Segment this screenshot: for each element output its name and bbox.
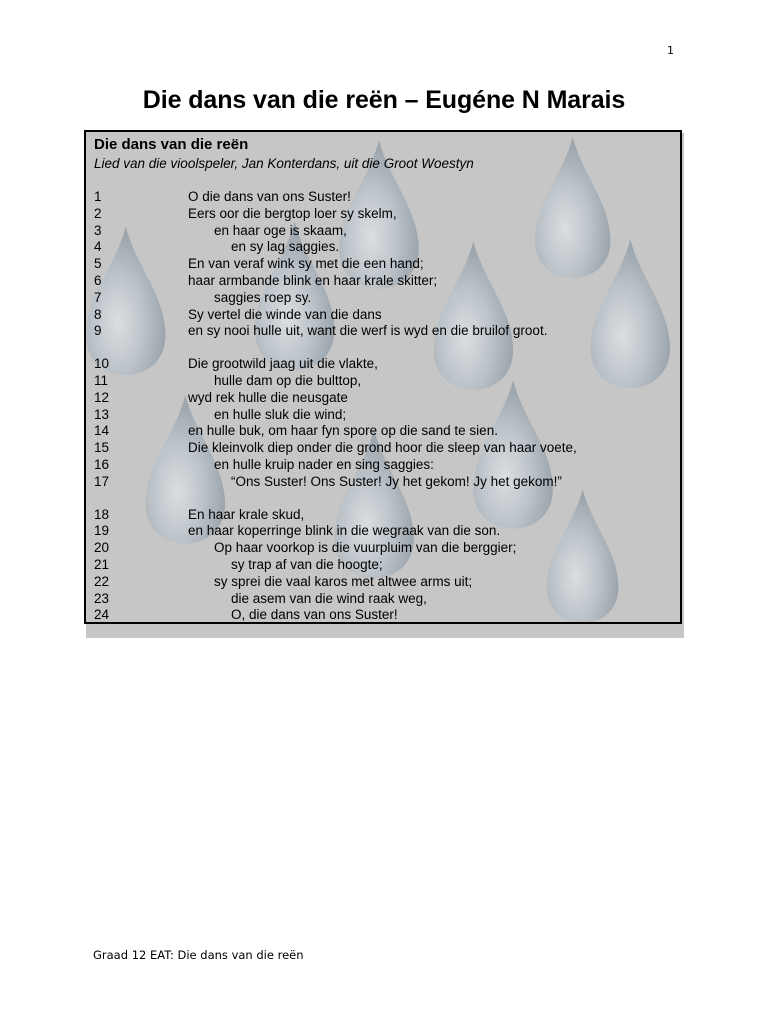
poem-line <box>94 457 674 474</box>
poem-line <box>94 607 674 624</box>
poem-line <box>94 574 674 591</box>
line-number: 20 <box>94 540 110 556</box>
line-number: 12 <box>94 389 110 405</box>
line-text: Sy vertel die winde van die dans <box>188 306 382 322</box>
line-number: 8 <box>94 306 102 322</box>
line-number: 24 <box>94 607 110 623</box>
line-number: 16 <box>94 456 110 472</box>
line-text: saggies roep sy. <box>214 289 312 305</box>
line-text: die asem van die wind raak weg, <box>231 590 427 606</box>
line-text: hulle dam op die bulttop, <box>214 372 362 388</box>
line-text: wyd rek hulle die neusgate <box>188 389 348 405</box>
line-text: haar armbande blink en haar krale skitter; <box>188 272 438 288</box>
line-text: En van veraf wink sy met die een hand; <box>188 256 424 272</box>
line-number: 17 <box>94 473 110 489</box>
line-number: 11 <box>94 372 109 388</box>
page-number: 1 <box>667 44 674 57</box>
line-text: O, die dans van ons Suster! <box>231 607 398 623</box>
line-text: “Ons Suster! Ons Suster! Jy het gekom! Jy het gekom!” <box>231 473 562 489</box>
line-number: 15 <box>94 440 110 456</box>
line-text: sy trap af van die hoogte; <box>231 556 383 572</box>
line-text: Op haar voorkop is die vuurpluim van die berggier; <box>214 540 517 556</box>
line-text: sy sprei die vaal karos met altwee arms uit; <box>214 573 473 589</box>
line-number: 13 <box>94 406 110 422</box>
line-text: Die grootwild jaag uit die vlakte, <box>188 356 378 372</box>
poem-line <box>94 591 674 608</box>
line-number: 19 <box>94 523 110 539</box>
poem-box <box>84 130 682 624</box>
poem-line <box>94 206 674 223</box>
page-title: Die dans van die reën – Eugéne N Marais <box>142 86 626 114</box>
line-number: 6 <box>94 272 102 288</box>
poem-line <box>94 307 674 324</box>
poem-stanzas <box>94 189 674 624</box>
poem-line <box>94 523 674 540</box>
poem-line <box>94 256 674 273</box>
line-number: 18 <box>94 506 110 522</box>
poem-line <box>94 356 674 373</box>
poem-line <box>94 507 674 524</box>
line-text: en haar koperringe blink in die wegraak van die son. <box>188 523 501 539</box>
line-text: en hulle kruip nader en sing saggies: <box>214 456 434 472</box>
poem-subtitle: Lied van die vioolspeler, Jan Konterdans, uit die Groot Woestyn <box>94 156 474 171</box>
poem-line <box>94 290 674 307</box>
poem-title: Die dans van die reën <box>94 136 249 153</box>
poem-line <box>94 373 674 390</box>
poem-line <box>94 407 674 424</box>
poem-line <box>94 474 674 491</box>
line-text: Die kleinvolk diep onder die grond hoor die sleep van haar voete, <box>188 440 577 456</box>
line-number: 5 <box>94 256 102 272</box>
line-text: En haar krale skud, <box>188 506 305 522</box>
line-number: 21 <box>94 556 110 572</box>
poem-line <box>94 223 674 240</box>
page-footer: Graad 12 EAT: Die dans van die reën <box>93 948 304 962</box>
poem-line <box>94 540 674 557</box>
poem-line <box>94 440 674 457</box>
line-number: 23 <box>94 590 110 606</box>
line-number: 2 <box>94 205 102 221</box>
line-text: en sy nooi hulle uit, want die werf is wyd en die bruilof groot. <box>188 323 548 339</box>
line-text: en sy lag saggies. <box>231 239 340 255</box>
poem-line <box>94 390 674 407</box>
poem-stanza <box>94 189 674 340</box>
line-text: O die dans van ons Suster! <box>188 189 351 204</box>
poem-line <box>94 273 674 290</box>
poem-line <box>94 557 674 574</box>
line-number: 7 <box>94 289 102 305</box>
line-number: 10 <box>94 356 110 372</box>
line-number: 1 <box>94 189 102 204</box>
poem-content <box>94 135 674 624</box>
line-text: en hulle buk, om haar fyn spore op die sand te sien. <box>188 423 498 439</box>
poem-stanza <box>94 356 674 490</box>
line-number: 9 <box>94 323 102 339</box>
poem-stanza <box>94 507 674 624</box>
line-number: 3 <box>94 222 102 238</box>
line-number: 22 <box>94 573 110 589</box>
line-text: en hulle sluk die wind; <box>214 406 347 422</box>
line-number: 4 <box>94 239 102 255</box>
poem-line <box>94 239 674 256</box>
line-number: 14 <box>94 423 110 439</box>
line-text: Eers oor die bergtop loer sy skelm, <box>188 205 397 221</box>
poem-line <box>94 189 674 206</box>
line-text: en haar oge is skaam, <box>214 222 347 238</box>
poem-line <box>94 323 674 340</box>
poem-line <box>94 423 674 440</box>
